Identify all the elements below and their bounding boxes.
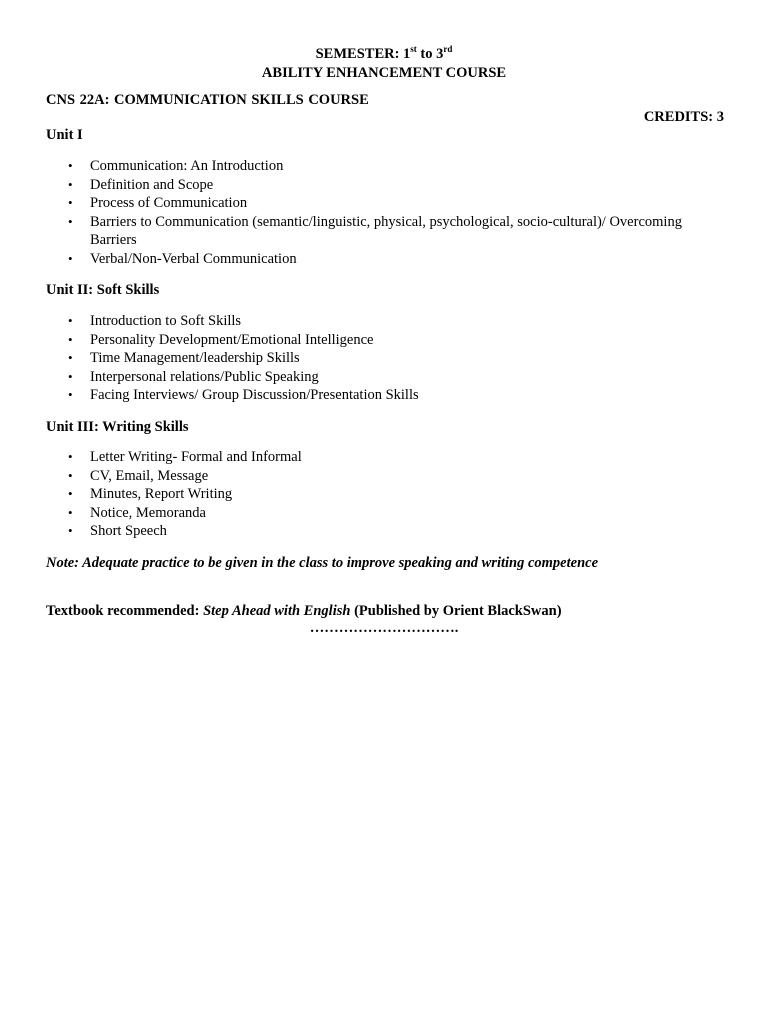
- textbook-label: Textbook recommended:: [46, 603, 204, 619]
- list-item-text: Facing Interviews/ Group Discussion/Presentation Skills: [90, 387, 419, 404]
- bullet-icon: •: [68, 449, 73, 464]
- semester-sup-end: rd: [443, 44, 453, 55]
- list-item: [68, 331, 728, 350]
- list-item: [68, 386, 728, 405]
- list-item-text: CV, Email, Message: [90, 467, 209, 484]
- bullet-icon: •: [68, 387, 73, 403]
- list-item-text: Verbal/Non-Verbal Communication: [90, 250, 297, 267]
- bullet-icon: •: [68, 213, 73, 229]
- list-item-text: Introduction to Soft Skills: [90, 313, 242, 329]
- unit-2-list: [68, 312, 728, 405]
- bullet-icon: •: [68, 467, 73, 483]
- list-item-text: Communication: An Introduction: [90, 158, 284, 174]
- semester-to: to 3: [416, 46, 444, 62]
- list-item-text: Barriers to Communication (semantic/linguistic, physical, psychological, socio-cultural)/ Overcoming Barriers: [90, 213, 682, 249]
- list-item-text: Short Speech: [90, 523, 167, 540]
- list-item-text: Process of Communication: [90, 195, 248, 212]
- unit-3-title: Unit III: Writing Skills: [46, 419, 189, 435]
- bullet-icon: •: [68, 331, 73, 347]
- bullet-icon: •: [68, 176, 73, 192]
- bullet-icon: •: [68, 368, 73, 384]
- list-item-text: Notice, Memoranda: [90, 504, 206, 521]
- list-item: [68, 312, 728, 331]
- list-item: [68, 467, 728, 486]
- course-type-heading: ABILITY ENHANCEMENT COURSE: [261, 65, 507, 81]
- list-item-text: Minutes, Report Writing: [90, 486, 233, 503]
- list-item-text: Personality Development/Emotional Intelligence: [90, 331, 374, 348]
- bullet-icon: •: [68, 523, 73, 539]
- bullet-icon: •: [68, 350, 73, 366]
- list-item: [68, 485, 728, 504]
- textbook-title: Step Ahead with English: [203, 603, 351, 619]
- semester-sup-start: st: [410, 44, 417, 55]
- list-item: [68, 213, 728, 250]
- end-marker: ………………………….: [309, 620, 459, 636]
- semester-label: SEMESTER: 1: [315, 46, 411, 62]
- list-item: [68, 157, 728, 176]
- note-text: Note: Adequate practice to be given in the class to improve speaking and writing competence: [46, 555, 599, 571]
- list-item: [68, 176, 728, 195]
- bullet-icon: •: [68, 195, 73, 211]
- unit-1-title: Unit I: [46, 127, 83, 143]
- credits-label: CREDITS: 3: [643, 109, 724, 125]
- list-item: [68, 368, 728, 387]
- unit-1-list: [68, 157, 728, 269]
- course-title: CNS 22A: COMMUNICATION SKILLS COURSE: [46, 92, 369, 108]
- list-item: [68, 504, 728, 523]
- semester-heading: [0, 46, 768, 63]
- list-item-text: Time Management/leadership Skills: [90, 350, 300, 367]
- bullet-icon: •: [68, 486, 73, 502]
- bullet-icon: •: [68, 158, 73, 173]
- bullet-icon: •: [68, 504, 73, 520]
- list-item: [68, 250, 728, 269]
- list-item-text: Letter Writing- Formal and Informal: [90, 449, 302, 465]
- list-item: [68, 522, 728, 541]
- bullet-icon: •: [68, 313, 73, 328]
- bullet-icon: •: [68, 250, 73, 266]
- list-item: [68, 349, 728, 368]
- unit-2-title: Unit II: Soft Skills: [46, 282, 160, 298]
- unit-3-list: [68, 448, 728, 541]
- list-item-text: Definition and Scope: [90, 176, 214, 193]
- list-item-text: Interpersonal relations/Public Speaking: [90, 368, 319, 385]
- textbook-recommendation: [46, 603, 562, 620]
- textbook-publisher: (Published by Orient BlackSwan): [350, 603, 562, 619]
- list-item: [68, 448, 728, 467]
- list-item: [68, 194, 728, 213]
